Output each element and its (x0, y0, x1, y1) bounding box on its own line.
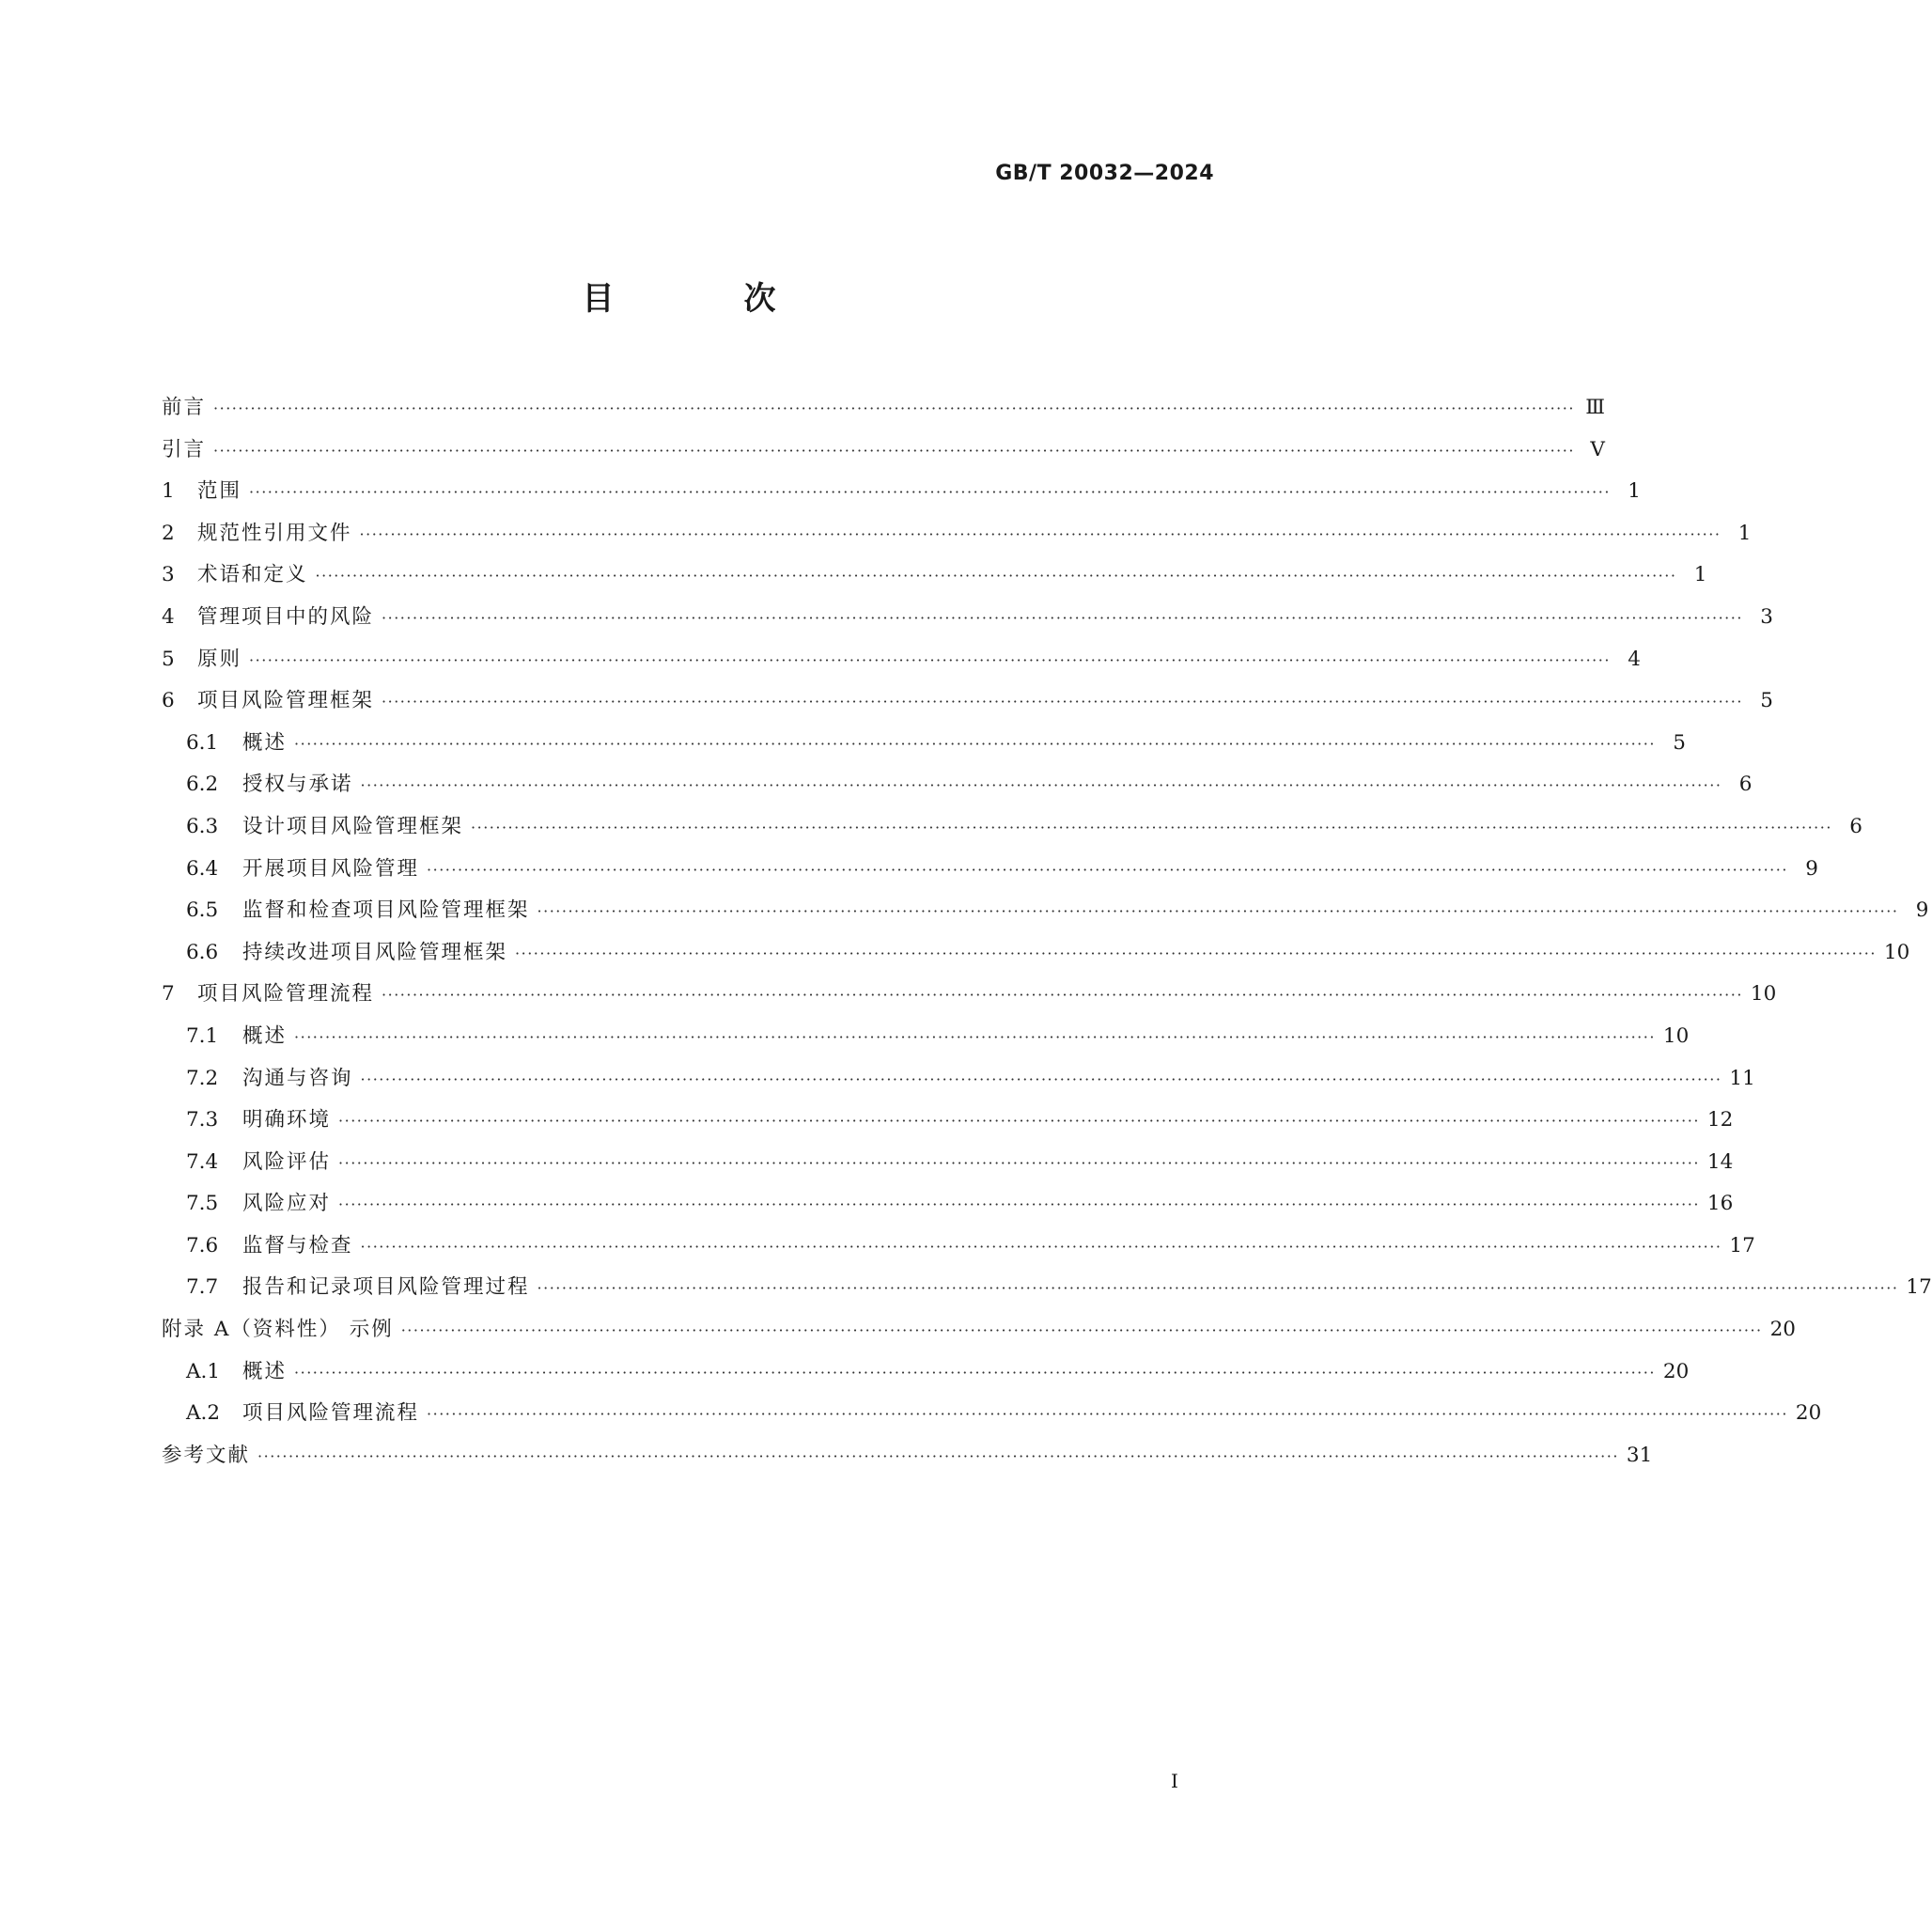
toc-entry-label: 风险应对 (242, 1192, 332, 1216)
toc-leader-dots: ···························································································································································································································· (537, 902, 1899, 921)
toc-entry-page: 5 (1673, 730, 1686, 755)
toc-entry-number: 7.6 (186, 1233, 219, 1257)
toc-leader-dots: ···························································································································································································································· (427, 1405, 1788, 1424)
toc-entry[interactable] (162, 806, 1862, 849)
toc-entry-page: 10 (1750, 982, 1777, 1007)
toc-entry-number: 6 (162, 689, 175, 713)
toc-entry[interactable] (162, 1142, 1734, 1184)
toc-entry-number: 6.4 (186, 856, 219, 881)
toc-entry-label: 概述 (242, 1359, 288, 1383)
toc-entry-label: 授权与承诺 (242, 773, 353, 797)
toc-leader-dots: ···························································································································································································································· (338, 1153, 1700, 1172)
toc-leader-dots: ···························································································································································································································· (427, 860, 1788, 879)
toc-leader-dots: ···························································································································································································································· (294, 734, 1656, 753)
toc-leader-dots: ···························································································································································································································· (294, 1027, 1656, 1046)
toc-entry[interactable] (162, 1309, 1796, 1351)
toc-entry-label: 项目风险管理流程 (197, 982, 375, 1007)
toc-entry-page: 17 (1906, 1275, 1932, 1300)
toc-entry-label: 项目风险管理框架 (197, 689, 375, 713)
toc-entry[interactable] (162, 471, 1641, 513)
toc-entry[interactable] (162, 1058, 1755, 1101)
toc-entry-label: 管理项目中的风险 (197, 604, 375, 629)
toc-entry[interactable] (162, 597, 1773, 639)
toc-entry-page: 20 (1769, 1318, 1796, 1342)
toc-entry-label: 监督和检查项目风险管理框架 (242, 898, 530, 923)
toc-entry[interactable] (162, 513, 1752, 555)
table-of-contents (162, 387, 1932, 1476)
toc-entry-label: 引言 (162, 437, 207, 461)
toc-entry-number: 7.3 (186, 1108, 219, 1132)
toc-leader-dots: ···························································································································································································································· (537, 1279, 1899, 1298)
toc-entry-label: 持续改进项目风险管理框架 (242, 940, 508, 964)
toc-leader-dots: ···························································································································································································································· (360, 776, 1722, 795)
toc-leader-dots: ···························································································································································································································· (257, 1446, 1619, 1465)
toc-entry[interactable] (162, 680, 1773, 723)
toc-leader-dots: ···························································································································································································································· (338, 1112, 1700, 1131)
toc-entry-page: 6 (1849, 814, 1862, 838)
toc-entry-number: 3 (162, 563, 175, 587)
toc-entry[interactable] (162, 890, 1929, 932)
toc-entry-number: 1 (162, 479, 175, 504)
toc-entry[interactable] (162, 1351, 1690, 1394)
toc-entry-number: A.1 (186, 1359, 221, 1383)
standard-code: GB/T 20032—2024 (995, 162, 1214, 185)
toc-entry[interactable] (162, 1267, 1932, 1309)
toc-leader-dots: ···························································································································································································································· (213, 441, 1575, 460)
toc-entry-label: 监督与检查 (242, 1233, 353, 1257)
toc-entry-label: 前言 (162, 396, 207, 419)
toc-entry[interactable] (162, 932, 1910, 975)
toc-entry-number: 5 (162, 647, 175, 671)
toc-entry-number: 6.2 (186, 773, 219, 797)
toc-entry-page: 10 (1883, 940, 1910, 964)
toc-entry[interactable] (162, 429, 1605, 472)
toc-entry-label: 规范性引用文件 (197, 521, 352, 545)
toc-entry-label: 范围 (197, 479, 242, 504)
toc-entry-number: 4 (162, 604, 175, 629)
toc-leader-dots: ···························································································································································································································· (382, 986, 1743, 1005)
toc-entry-number: 7.2 (186, 1066, 219, 1090)
toc-entry-page: 14 (1706, 1149, 1734, 1174)
toc-entry[interactable] (162, 1183, 1734, 1226)
toc-entry-number: 7 (162, 982, 175, 1007)
toc-entry-page: 17 (1729, 1233, 1755, 1257)
toc-entry-label: 概述 (242, 1023, 288, 1048)
toc-entry-label: 开展项目风险管理 (242, 856, 420, 881)
toc-entry-page: 1 (1737, 521, 1752, 545)
toc-entry-page: 16 (1706, 1192, 1734, 1216)
page-title: 目 次 (582, 280, 825, 318)
toc-entry[interactable] (162, 1100, 1734, 1142)
toc-entry[interactable] (162, 387, 1605, 429)
toc-leader-dots: ···························································································································································································································· (382, 693, 1743, 711)
toc-entry-page: 31 (1626, 1443, 1653, 1467)
toc-entry[interactable] (162, 849, 1818, 891)
toc-entry[interactable] (162, 1393, 1822, 1435)
toc-entry-label: 报告和记录项目风险管理过程 (242, 1275, 530, 1300)
toc-entry[interactable] (162, 639, 1641, 681)
toc-leader-dots: ···························································································································································································································· (294, 1363, 1656, 1382)
toc-entry-label: 概述 (242, 730, 288, 755)
page-number: I (1171, 1770, 1178, 1792)
toc-entry-number: 7.7 (186, 1275, 219, 1300)
toc-entry-page: 5 (1760, 689, 1773, 713)
toc-entry-label: 参考文献 (162, 1443, 251, 1467)
toc-entry-number: 2 (162, 521, 175, 545)
toc-entry[interactable] (162, 1226, 1755, 1268)
toc-entry[interactable] (162, 1435, 1653, 1477)
toc-entry-label: 术语和定义 (197, 563, 308, 587)
toc-entry-label: 沟通与咨询 (242, 1066, 353, 1090)
toc-entry-page: 20 (1662, 1359, 1690, 1383)
toc-entry-label: 项目风险管理流程 (242, 1401, 420, 1426)
toc-entry-page: 10 (1662, 1023, 1690, 1048)
toc-entry-page: 4 (1628, 647, 1641, 671)
toc-entry-label: 附录 A（资料性） 示例 (162, 1318, 394, 1342)
toc-leader-dots: ···························································································································································································································· (359, 524, 1722, 543)
toc-entry-number: A.2 (186, 1401, 221, 1426)
toc-leader-dots: ···························································································································································································································· (360, 1237, 1722, 1256)
toc-leader-dots: ···························································································································································································································· (249, 650, 1611, 669)
toc-entry-label: 明确环境 (242, 1108, 332, 1132)
toc-entry-label: 原则 (197, 647, 242, 671)
toc-entry-label: 风险评估 (242, 1149, 332, 1174)
toc-leader-dots: ···························································································································································································································· (315, 567, 1677, 586)
toc-entry-page: 1 (1628, 479, 1641, 504)
toc-entry-page: 1 (1693, 563, 1707, 587)
toc-entry[interactable] (162, 1016, 1690, 1058)
toc-entry-label: 设计项目风险管理框架 (242, 814, 464, 838)
toc-leader-dots: ···························································································································································································································· (400, 1321, 1763, 1340)
toc-leader-dots: ···························································································································································································································· (382, 608, 1743, 627)
toc-leader-dots: ···························································································································································································································· (515, 944, 1877, 962)
toc-entry-number: 7.4 (186, 1149, 219, 1174)
toc-entry-page: Ⅴ (1590, 437, 1605, 461)
toc-entry-number: 7.5 (186, 1192, 219, 1216)
toc-entry-page: 6 (1738, 773, 1753, 797)
toc-entry-number: 6.6 (186, 940, 219, 964)
toc-entry-page: 20 (1795, 1401, 1822, 1426)
toc-leader-dots: ···························································································································································································································· (471, 818, 1832, 836)
toc-entry[interactable] (162, 554, 1707, 597)
toc-entry-page: 11 (1729, 1066, 1755, 1090)
toc-leader-dots: ···························································································································································································································· (213, 399, 1575, 417)
toc-entry-page: 9 (1915, 898, 1929, 923)
toc-entry[interactable] (162, 764, 1753, 806)
toc-entry-page: 3 (1760, 604, 1773, 629)
toc-entry[interactable] (162, 723, 1686, 765)
toc-entry-page: Ⅲ (1585, 396, 1605, 419)
toc-leader-dots: ···························································································································································································································· (360, 1070, 1722, 1088)
toc-entry[interactable] (162, 974, 1777, 1016)
toc-entry-number: 6.3 (186, 814, 219, 838)
toc-leader-dots: ···························································································································································································································· (338, 1195, 1700, 1214)
toc-leader-dots: ···························································································································································································································· (249, 483, 1611, 502)
toc-entry-page: 9 (1805, 856, 1818, 881)
toc-entry-number: 6.1 (186, 730, 219, 755)
toc-entry-number: 6.5 (186, 898, 219, 923)
toc-entry-page: 12 (1706, 1108, 1734, 1132)
toc-entry-number: 7.1 (186, 1023, 219, 1048)
